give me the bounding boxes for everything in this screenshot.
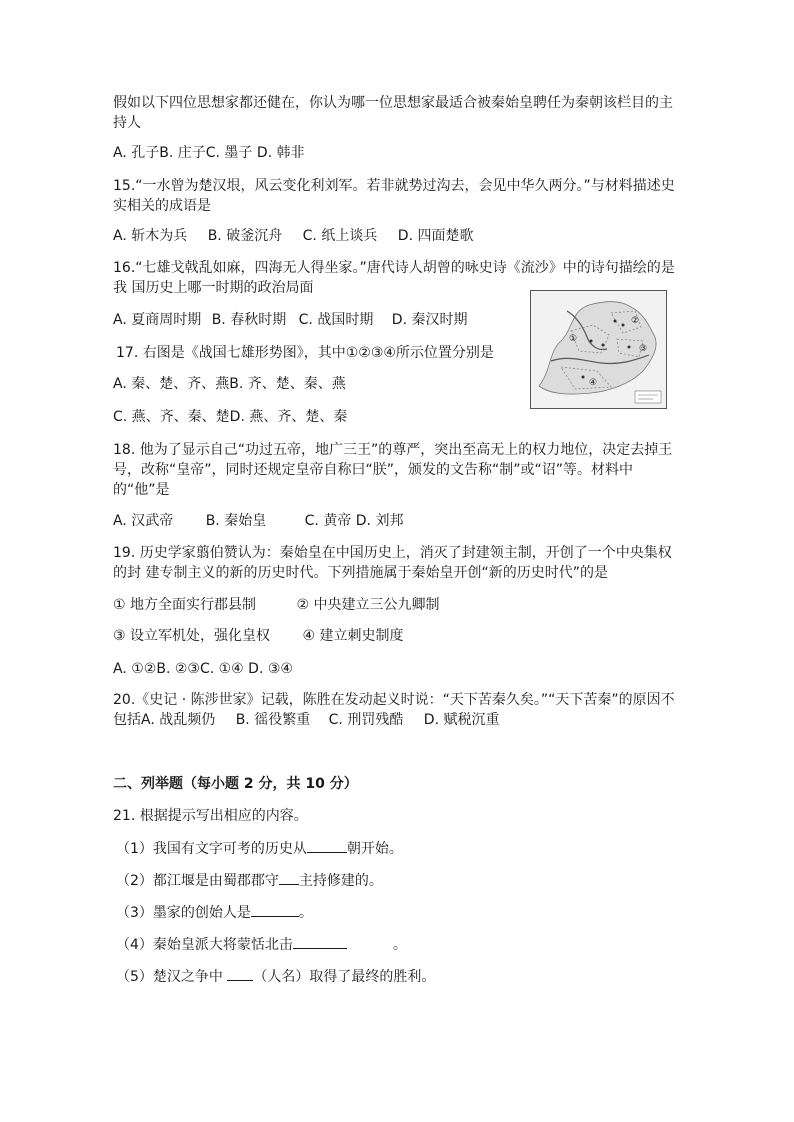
q15-options [113, 226, 473, 246]
q19-item-3: ③ 设立军机处，强化皇权 [113, 628, 271, 644]
q21-stem: 21. 根据提示写出相应的内容。 [113, 808, 308, 824]
q17-options-cd: C. 燕、齐、秦、楚D. 燕、齐、楚、秦 [113, 409, 348, 425]
q19-item-2: ② 中央建立三公九卿制 [296, 597, 440, 613]
q21-part-4-suffix: 。 [392, 937, 407, 953]
q21-blank-5[interactable] [227, 966, 253, 981]
q21-part-1 [116, 838, 403, 859]
q19-item-4: ④ 建立刺史制度 [302, 628, 404, 644]
map-label-2: ② [631, 316, 640, 326]
q15-option-b: B. 破釜沉舟 [207, 228, 283, 244]
q18-option-b: B. 秦始皇 [205, 513, 267, 529]
q21-part-3-prefix: （3）墨家的创始人是 [116, 905, 251, 921]
q21-part-2-suffix: 主持修建的。 [298, 873, 383, 889]
map-graphic [531, 291, 666, 408]
q21-blank-1[interactable] [307, 838, 347, 853]
q19-items-row2 [113, 626, 403, 646]
q20-stem: 20.《史记 · 陈涉世家》记载，陈胜在发动起义时说：“天下苦秦久矣。”“天下苦秦”的原因不包括A. 战乱频仍 [113, 692, 675, 728]
q15-option-a: A. 斩木为兵 [113, 228, 188, 244]
q19-options: A. ①②B. ②③C. ①④ D. ③④ [113, 661, 293, 677]
q20-option-c: C. 刑罚残酷 [328, 712, 404, 728]
warring-states-map [530, 290, 667, 409]
q21-part-2-prefix: （2）都江堰是由蜀郡郡守 [116, 873, 279, 889]
q19-stem: 19. 历史学家翦伯赞认为：秦始皇在中国历史上，消灭了封建领主制，开创了一个中央集权的封 建专制主义的新的历史时代。下列措施属于秦始皇开创“新的历史时代”的是 [113, 545, 672, 581]
map-label-3: ③ [639, 344, 648, 354]
q21-part-3 [116, 902, 313, 923]
q21-part-4 [116, 934, 407, 955]
q21-part-5-suffix: （人名）取得了最终的胜利。 [253, 969, 436, 985]
q21-blank-2[interactable] [279, 870, 299, 885]
q19-items-row1 [113, 595, 439, 615]
q16-options [113, 310, 467, 330]
q15-stem: 15.“一水曾为楚汉垠，风云变化利刘军。若非就势过沟去，会见中华久两分。”与材料描述史实相关的成语是 [113, 178, 675, 214]
q16-option-d: D. 秦汉时期 [391, 312, 468, 328]
q19-item-1: ① 地方全面实行郡县制 [113, 597, 257, 613]
q21-part-2 [116, 870, 383, 891]
q20-option-b: B. 徭役繁重 [235, 712, 311, 728]
map-label-1: ① [569, 334, 578, 344]
q21-part-5-prefix: （5）楚汉之争中 [116, 969, 228, 985]
q15-option-c: C. 纸上谈兵 [302, 228, 378, 244]
q16-option-c: C. 战国时期 [298, 312, 374, 328]
q17-options-ab: A. 秦、楚、齐、燕B. 齐、楚、秦、燕 [113, 376, 346, 392]
q18-options [113, 511, 403, 531]
map-label-4: ④ [589, 378, 598, 388]
q20-block [113, 690, 684, 730]
q15-option-d: D. 四面楚歌 [397, 228, 474, 244]
q14-stem: 假如以下四位思想家都还健在，你认为哪一位思想家最适合被秦始皇聘任为秦朝该栏目的主持人 [113, 95, 673, 131]
q21-part-3-suffix: 。 [298, 905, 313, 921]
q21-part-5 [116, 966, 435, 987]
q18-option-a: A. 汉武帝 [113, 513, 174, 529]
q16-stem: 16.“七雄戈戟乱如麻，四海无人得坐家。”唐代诗人胡曾的咏史诗《流沙》中的诗句描绘的是我 国历史上哪一时期的政治局面 [113, 260, 675, 296]
q21-part-4-prefix: （4）秦始皇派大将蒙恬北击 [116, 937, 293, 953]
q14-options: A. 孔子B. 庄子C. 墨子 D. 韩非 [113, 145, 305, 161]
q16-option-b: B. 春秋时期 [211, 312, 287, 328]
section-title: 二、列举题（每小题 2 分，共 10 分） [113, 776, 358, 792]
q17-stem: 17. 右图是《战国七雄形势图》，其中①②③④所示位置分别是 [116, 345, 494, 361]
q18-stem: 18. 他为了显示自己“功过五帝，地广三王”的尊严，突出至高无上的权力地位，决定去掉王号，改称“皇帝”，同时还规定皇帝自称曰“朕”，颁发的文告称“制”或“诏”等。材料中的“他”是 [113, 442, 673, 498]
q16-option-a: A. 夏商周时期 [113, 312, 202, 328]
q21-blank-4[interactable] [293, 934, 347, 949]
q21-part-1-suffix: 朝开始。 [346, 841, 403, 857]
q21-part-1-prefix: （1）我国有文字可考的历史从 [116, 841, 307, 857]
q20-option-d: D. 赋税沉重 [423, 712, 500, 728]
q18-options-cd: C. 黄帝 D. 刘邦 [304, 513, 404, 529]
q21-blank-3[interactable] [251, 902, 299, 917]
